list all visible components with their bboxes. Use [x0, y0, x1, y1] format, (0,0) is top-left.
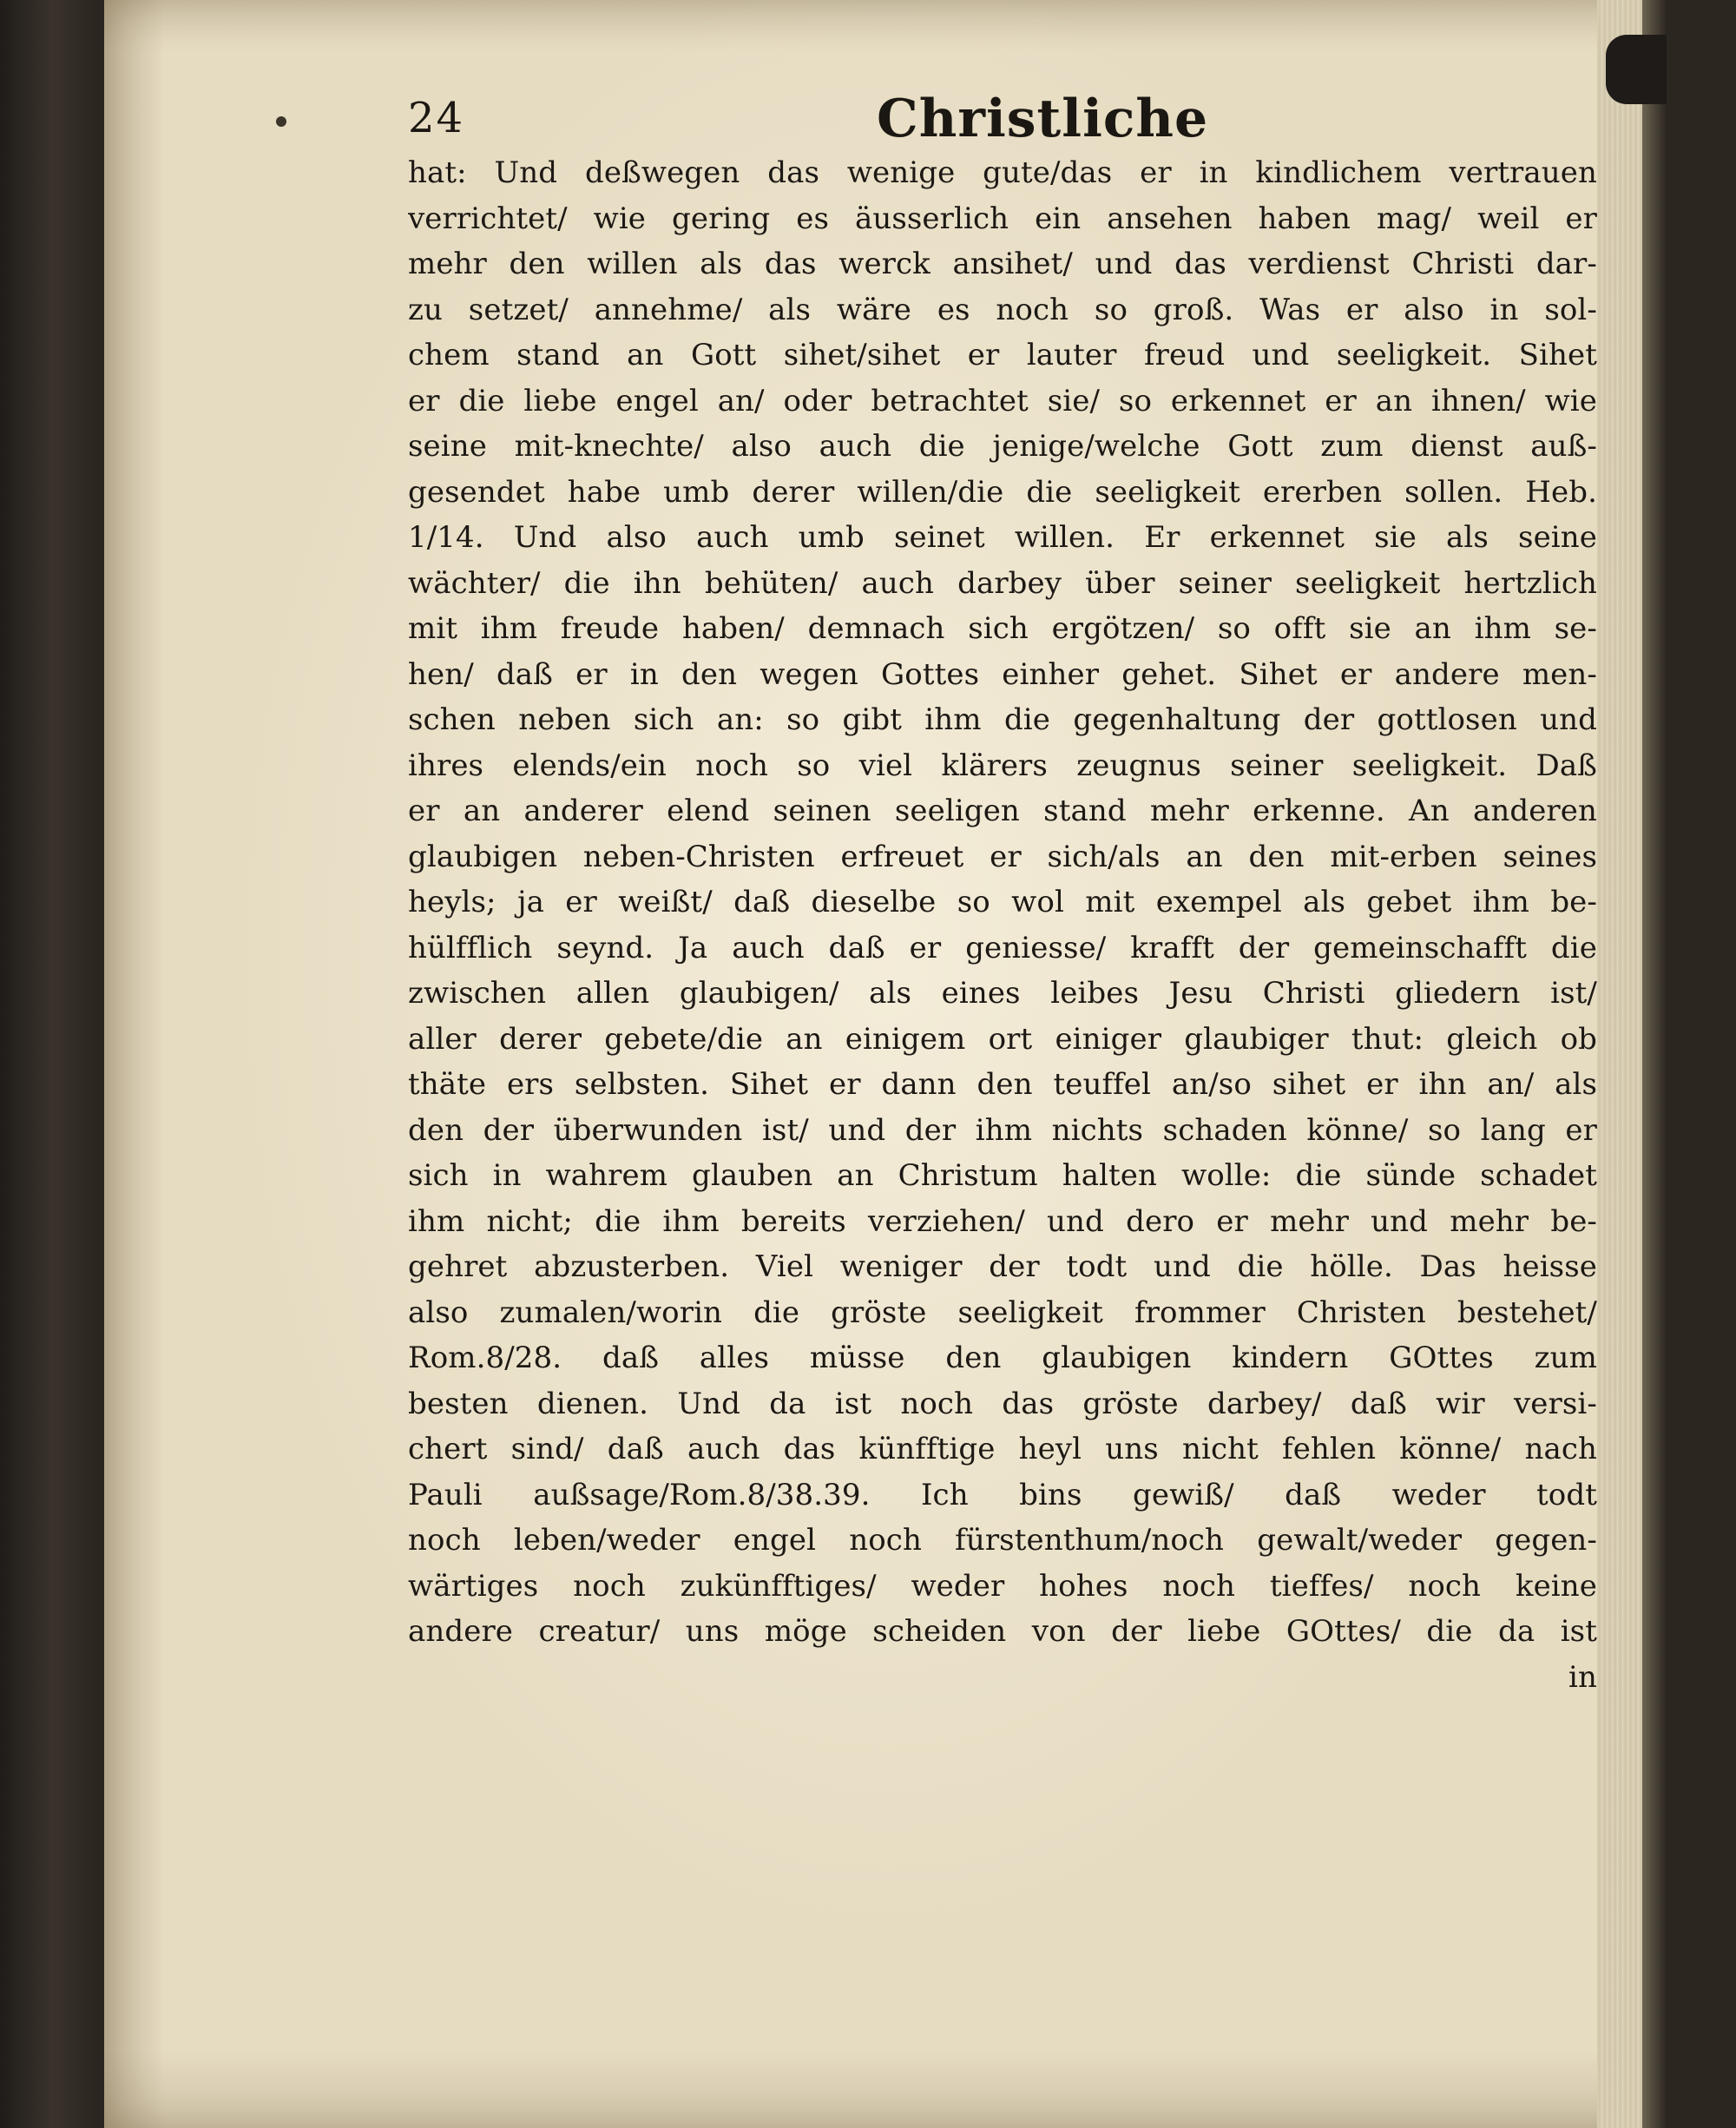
text-line: zwischen allen glaubigen/ als eines leibes Jesu Christi gliedern ist/ [408, 976, 1597, 1011]
text-line: hat: Und deßwegen das wenige gute/das er in kindlichem vertrauen [408, 155, 1597, 190]
text-line: noch leben/weder engel noch fürstenthum/noch gewalt/weder gegen- [408, 1523, 1597, 1558]
text-line: mit ihm freude haben/ demnach sich ergötzen/ so offt sie an ihm se- [408, 611, 1597, 646]
text-line: Rom.8/28. daß alles müsse den glaubigen kindern GOttes zum [408, 1341, 1597, 1375]
text-line: gesendet habe umb derer willen/die die seeligkeit ererben sollen. Heb. [408, 474, 1597, 510]
text-line: schen neben sich an: so gibt ihm die gegenhaltung der gottlosen und [408, 702, 1597, 737]
page-number: 24 [408, 94, 465, 142]
text-line: gehret abzusterben. Viel weniger der todt und die hölle. Das heisse [408, 1249, 1597, 1284]
running-head: Christliche [877, 89, 1209, 149]
text-line: Pauli außsage/Rom.8/38.39. Ich bins gewiß/ daß weder todt [408, 1477, 1597, 1512]
text-line: den der überwunden ist/ und der ihm nichts schaden könne/ so lang er [408, 1112, 1597, 1148]
text-line: thäte ers selbsten. Sihet er dann den teuffel an/so sihet er ihn an/ als [408, 1067, 1597, 1102]
text-line: sich in wahrem glauben an Christum halten wolle: die sünde schadet [408, 1158, 1597, 1193]
text-line: ihres elends/ein noch so viel klärers zeugnus seiner seeligkeit. Daß [408, 748, 1597, 783]
page-clip [1606, 35, 1667, 104]
text-line: er die liebe engel an/ oder betrachtet sie/ so erkennet er an ihnen/ wie [408, 383, 1597, 418]
body-text [408, 150, 1597, 1700]
text-line: chert sind/ daß auch das künfftige heyl uns nicht fehlen könne/ nach [408, 1432, 1597, 1466]
text-line: hülfflich seynd. Ja auch daß er geniesse/ krafft der gemeinschafft die [408, 930, 1597, 965]
text-line: wächter/ die ihn behüten/ auch darbey über seiner seeligkeit hertzlich [408, 565, 1597, 601]
binding-shadow [1642, 0, 1667, 2128]
text-line: wärtiges noch zukünfftiges/ weder hohes noch tieffes/ noch keine [408, 1568, 1597, 1604]
text-line: glaubigen neben-Christen erfreuet er sich/als an den mit-erben seines [408, 839, 1597, 874]
catchword: in [1568, 1659, 1597, 1695]
text-line: besten dienen. Und da ist noch das gröste darbey/ daß wir versi- [408, 1386, 1597, 1421]
text-line: heyls; ja er weißt/ daß dieselbe so wol mit exempel als gebet ihm be- [408, 885, 1597, 919]
text-line: also zumalen/worin die gröste seeligkeit frommer Christen bestehet/ [408, 1295, 1597, 1330]
text-line: verrichtet/ wie gering es äusserlich ein ansehen haben mag/ weil er [408, 201, 1597, 236]
text-line: mehr den willen als das werck ansihet/ und das verdienst Christi dar- [408, 247, 1597, 281]
text-line: zu setzet/ annehme/ als wäre es noch so groß. Was er also in sol- [408, 292, 1597, 327]
ink-dot [276, 116, 286, 127]
text-line: seine mit-knechte/ also auch die jenige/welche Gott zum dienst auß- [408, 429, 1597, 464]
text-line: er an anderer elend seinen seeligen stand mehr erkenne. An anderen [408, 794, 1597, 828]
text-line: ihm nicht; die ihm bereits verziehen/ und dero er mehr und mehr be- [408, 1203, 1597, 1239]
text-line: 1/14. Und also auch umb seinet willen. Er erkennet sie als seine [408, 520, 1597, 555]
text-line: hen/ daß er in den wegen Gottes einher gehet. Sihet er andere men- [408, 656, 1597, 692]
text-line: chem stand an Gott sihet/sihet er lauter freud und seeligkeit. Sihet [408, 338, 1597, 372]
text-line: aller derer gebete/die an einigem ort einiger glaubiger thut: gleich ob [408, 1021, 1597, 1057]
text-line: andere creatur/ uns möge scheiden von der liebe GOttes/ die da ist [408, 1614, 1597, 1649]
